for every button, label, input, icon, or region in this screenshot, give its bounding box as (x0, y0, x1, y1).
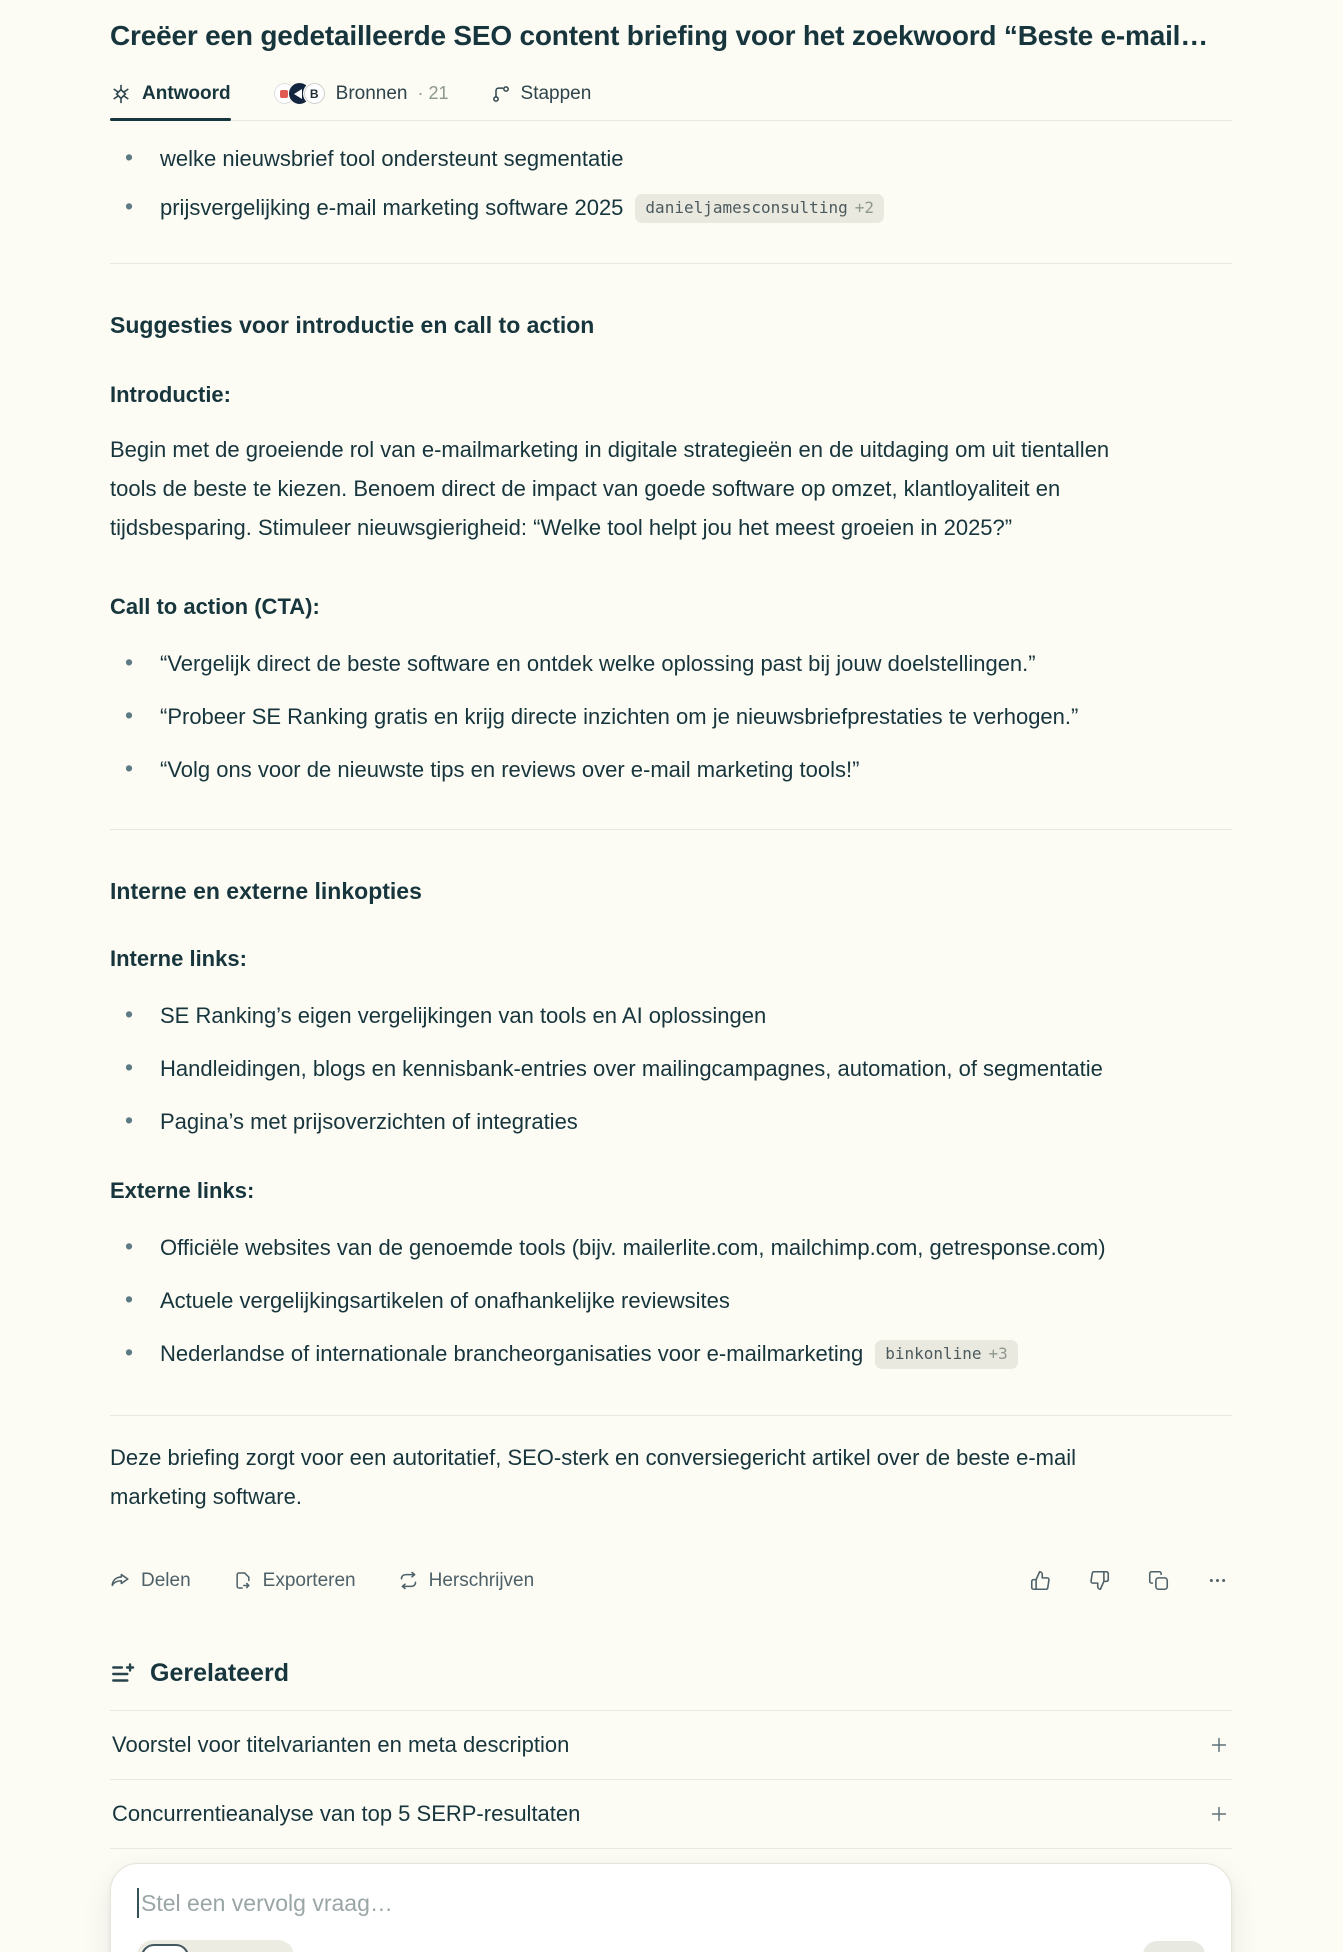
source-favicon: B (303, 82, 326, 105)
related-list (110, 1710, 1232, 1849)
copy-icon (1148, 1570, 1169, 1591)
related-item[interactable]: Concurrentieanalyse van top 5 SERP-resultaten (110, 1780, 1232, 1849)
followup-input[interactable] (137, 1888, 1205, 1918)
answer-tabs (110, 82, 1232, 121)
list-item: • Nederlandse of internationale brancheorganisaties voor e-mailmarketing binkonline +3 (110, 1334, 1170, 1373)
share-icon (110, 1570, 131, 1591)
list-item: • Handleidingen, blogs en kennisbank-entries over mailingcampagnes, automation, of segmentatie (110, 1049, 1170, 1088)
section-divider (110, 829, 1232, 830)
list-item: • “Probeer SE Ranking gratis en krijg directe inzichten om je nieuwsbriefprestaties te verhogen.” (110, 697, 1170, 736)
section-heading: Suggesties voor introductie en call to action (110, 312, 595, 338)
answer-action-bar (110, 1566, 1232, 1595)
list-item: • SE Ranking’s eigen vergelijkingen van tools en AI oplossingen (110, 996, 1170, 1035)
sub-heading: Interne links: (110, 946, 247, 971)
sub-heading: Call to action (CTA): (110, 594, 320, 619)
source-badge[interactable]: danieljamesconsulting +2 (635, 194, 884, 223)
export-button[interactable]: Exporteren (233, 1570, 356, 1592)
list-item: • prijsvergelijking e-mail marketing software 2025 danieljamesconsulting +2 (110, 188, 1170, 227)
page-title: Creëer een gedetailleerde SEO content briefing voor het zoekwoord “Beste e-mail… (110, 20, 1209, 51)
source-favicon-stack (273, 82, 326, 105)
related-icon (110, 1661, 136, 1687)
tab-antwoord-label: Antwoord (142, 82, 231, 104)
sources-count: · 21 (418, 83, 449, 104)
tab-stappen[interactable] (491, 82, 592, 120)
search-mode-pill (137, 1940, 294, 1952)
export-icon (233, 1570, 253, 1591)
more-button[interactable] (1203, 1566, 1232, 1595)
sub-heading: Externe links: (110, 1178, 255, 1203)
tab-stappen-label: Stappen (520, 82, 592, 104)
copy-button[interactable] (1144, 1566, 1173, 1595)
paragraph: Begin met de groeiende rol van e-mailmarketing in digitale strategieën en de uitdaging om uit tientallen tools de beste te kiezen. Benoem direct de impact van goede software op omzet, klantloyaliteit en tijdsbesparing. Stimuleer nieuwsgierigheid: “Welke tool helpt jou het meest groeien in 2025?” (110, 437, 1110, 540)
share-button[interactable]: Delen (110, 1570, 191, 1592)
source-badge[interactable]: binkonline +3 (875, 1340, 1018, 1369)
interne-links-list (110, 996, 1232, 1141)
list-item: • “Vergelijk direct de beste software en ontdek welke oplossing past bij jouw doelstellingen.” (110, 644, 1170, 683)
answer-body (110, 139, 1232, 1516)
thumbs-down-button[interactable] (1085, 1566, 1114, 1595)
tab-antwoord[interactable] (110, 82, 231, 120)
plus-icon[interactable] (1208, 1734, 1230, 1756)
section-heading: Interne en externe linkopties (110, 878, 422, 904)
more-icon (1207, 1570, 1228, 1591)
plus-icon[interactable] (1208, 1803, 1230, 1825)
list-item: • welke nieuwsbrief tool ondersteunt segmentatie (110, 139, 1170, 178)
list-item: • Pagina’s met prijsoverzichten of integraties (110, 1102, 1170, 1141)
thread-container (110, 0, 1232, 1952)
cta-bullet-list (110, 644, 1232, 789)
related-item[interactable]: Voorstel voor titelvarianten en meta description (110, 1711, 1232, 1780)
related-section (110, 1659, 1232, 1849)
list-item: • Actuele vergelijkingsartikelen of onafhankelijke reviewsites (110, 1281, 1170, 1320)
section-divider (110, 263, 1232, 264)
rewrite-button[interactable]: Herschrijven (398, 1570, 535, 1592)
followup-placeholder: Stel een vervolg vraag… (141, 1889, 393, 1916)
query-bullet-list (110, 139, 1232, 227)
submit-button[interactable] (1143, 1941, 1205, 1952)
tab-bronnen[interactable] (273, 82, 449, 120)
steps-icon (491, 84, 511, 104)
sub-heading: Introductie: (110, 382, 231, 407)
thumbs-up-button[interactable] (1026, 1566, 1055, 1595)
section-divider (110, 1415, 1232, 1416)
list-item: • Officiële websites van de genoemde tools (bijv. mailerlite.com, mailchimp.com, getresponse.com) (110, 1228, 1170, 1267)
followup-composer[interactable] (110, 1863, 1232, 1952)
list-item: • “Volg ons voor de nieuwste tips en reviews over e-mail marketing tools!” (110, 750, 1170, 789)
related-header (110, 1659, 1232, 1688)
search-mode-button[interactable] (141, 1944, 189, 1952)
thumbs-down-icon (1089, 1570, 1110, 1591)
externe-links-list (110, 1228, 1232, 1373)
text-caret (137, 1888, 139, 1918)
rewrite-icon (398, 1570, 419, 1591)
related-title: Gerelateerd (150, 1659, 289, 1687)
closing-paragraph: Deze briefing zorgt voor een autoritatief, SEO-sterk en conversiegericht artikel over de beste e-mail marketing software. (110, 1445, 1077, 1509)
tab-bronnen-label: Bronnen (335, 82, 408, 104)
perplexity-logo-icon (110, 83, 132, 105)
thumbs-up-icon (1030, 1570, 1051, 1591)
